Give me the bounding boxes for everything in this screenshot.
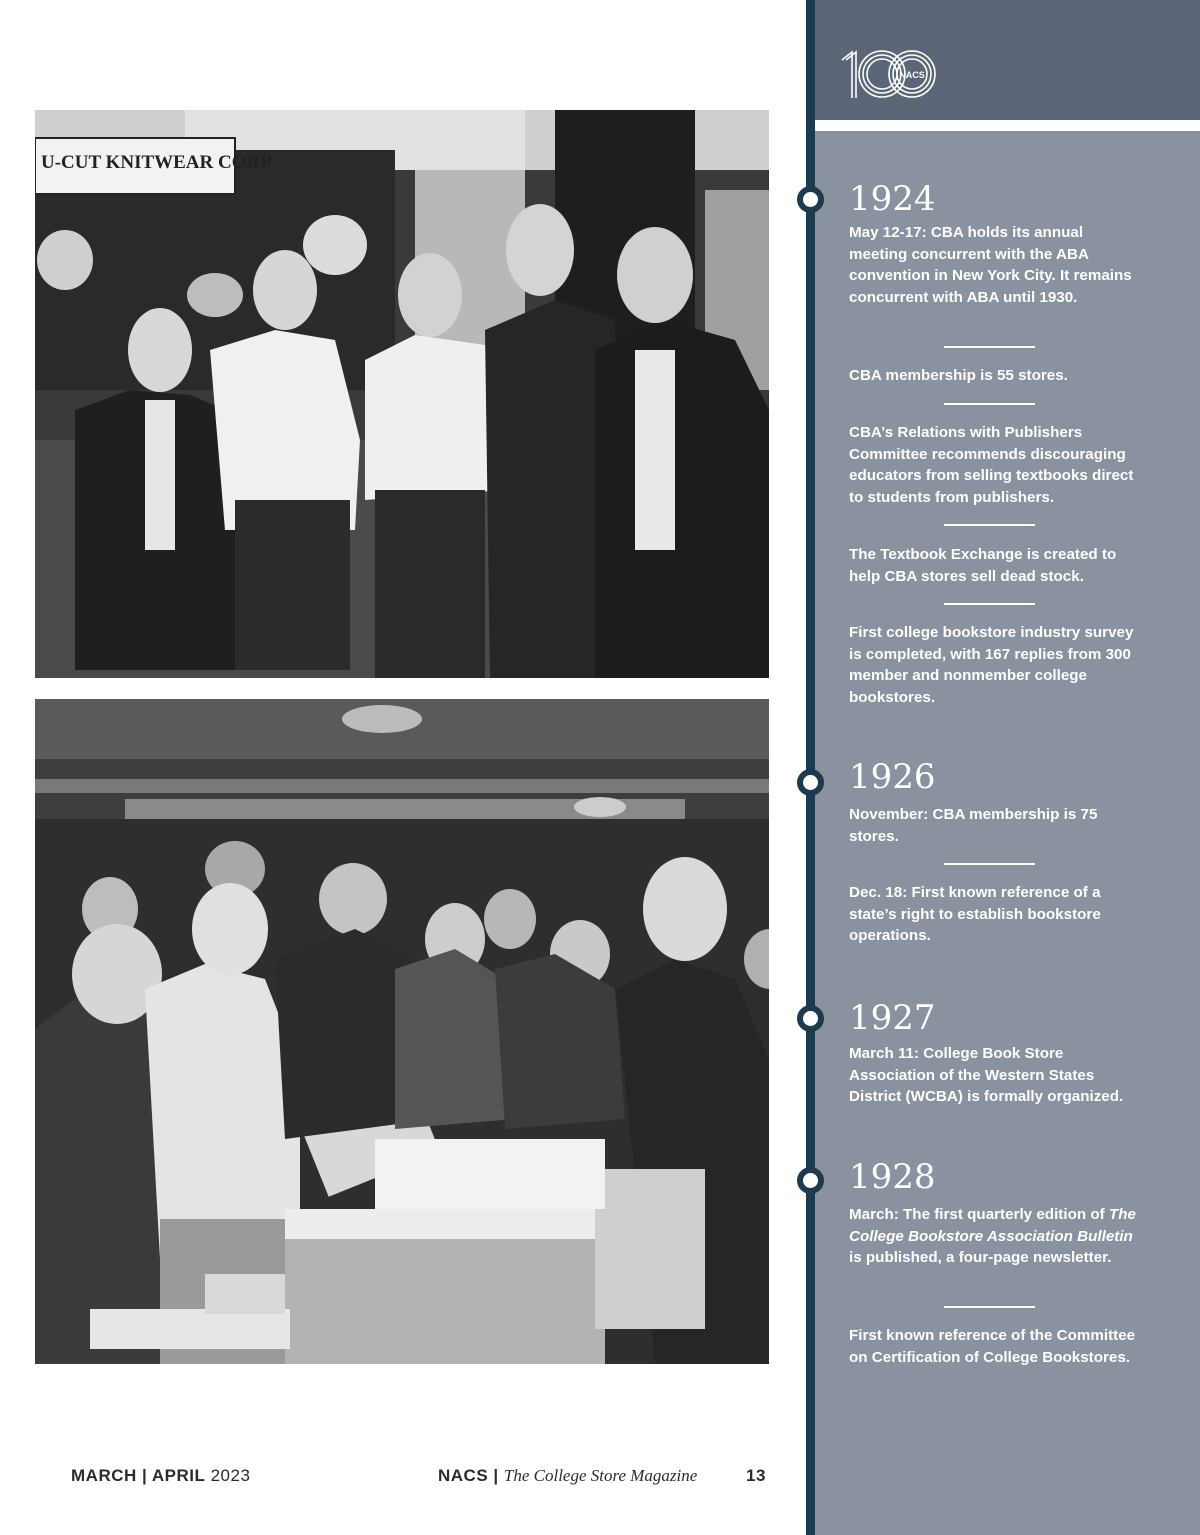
footer-magazine-title: The College Store Magazine [503, 1466, 698, 1485]
separator [944, 603, 1035, 605]
timeline-dot-1928 [797, 1167, 824, 1194]
footer-issue-month: MARCH | APRIL [71, 1466, 206, 1485]
sidebar-stripe [815, 120, 1200, 131]
year-1928: 1928 [849, 1157, 936, 1197]
footer-magazine [438, 1466, 697, 1486]
nacs-100-logo [838, 44, 948, 100]
timeline-dot-1926 [797, 769, 824, 796]
entry-1928-1 [849, 1204, 1139, 1269]
page-number: 13 [746, 1466, 766, 1485]
separator [944, 863, 1035, 865]
footer-issue-year: 2023 [210, 1466, 251, 1485]
year-1927: 1927 [849, 998, 936, 1038]
footer-org: NACS | [438, 1466, 499, 1485]
entry-1927-1: March 11: College Book Store Association of the Western States District (WCBA) is formally organized. [849, 1045, 1124, 1106]
year-1926: 1926 [849, 757, 936, 797]
separator [944, 1306, 1035, 1308]
footer-issue-date [71, 1466, 250, 1486]
timeline-dot-1924 [797, 186, 824, 213]
entry-1924-1: May 12-17: CBA holds its annual meeting concurrent with the ABA convention in New York City. It remains concurrent with ABA until 1930. [849, 224, 1132, 306]
logo-org-text: NACS [899, 70, 925, 80]
booth-sign: U-CUT KNITWEAR CORP [41, 152, 272, 173]
separator [944, 403, 1035, 405]
separator [944, 346, 1035, 348]
entry-1926-2: Dec. 18: First known reference of a state’s right to establish bookstore operations. [849, 884, 1101, 945]
photo-trade-show-booth [35, 110, 769, 678]
entry-1926-1: November: CBA membership is 75 stores. [849, 806, 1098, 845]
photo-registration-table [35, 699, 769, 1364]
bulletin-title: The College Bookstore Association Bulletin [849, 1206, 1136, 1245]
entry-1928-1-prefix: March: The first quarterly edition of [849, 1206, 1105, 1223]
entry-1924-3: CBA’s Relations with Publishers Committee recommends discouraging educators from selling textbooks direct to students from publishers. [849, 424, 1134, 506]
separator [944, 524, 1035, 526]
timeline-line [806, 0, 815, 1535]
entry-1924-2: CBA membership is 55 stores. [849, 367, 1068, 384]
year-1924: 1924 [849, 179, 936, 219]
entry-1928-2: First known reference of the Committee on Certification of College Bookstores. [849, 1327, 1136, 1366]
timeline-dot-1927 [797, 1005, 824, 1032]
entry-1924-5: First college bookstore industry survey is completed, with 167 replies from 300 member and nonmember college bookstores. [849, 624, 1134, 706]
entry-1924-4: The Textbook Exchange is created to help CBA stores sell dead stock. [849, 546, 1117, 585]
entry-1928-1-suffix: is published, a four-page newsletter. [849, 1249, 1112, 1267]
